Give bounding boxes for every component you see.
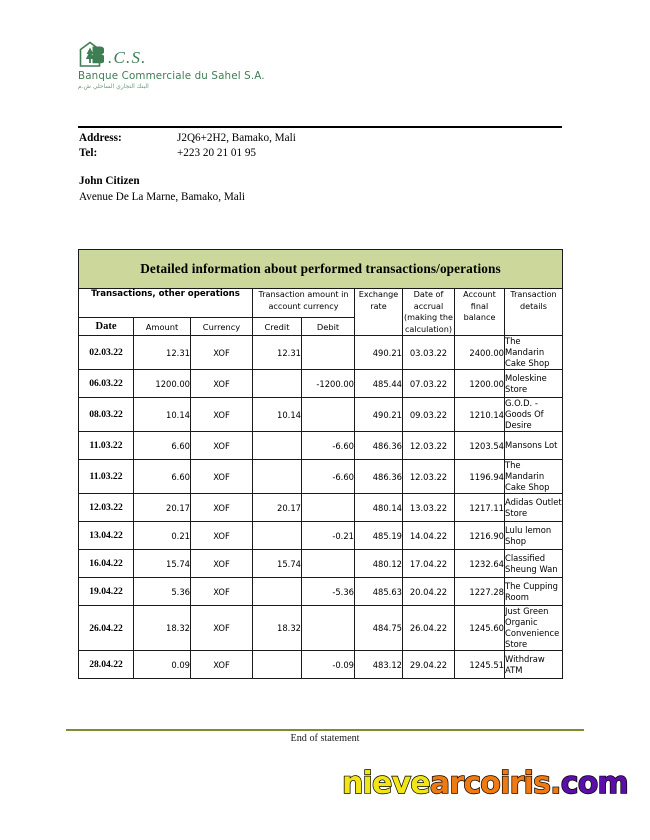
- cell-exchange-rate: 490.21: [355, 398, 403, 432]
- table-row: [79, 651, 563, 679]
- banner-row: [79, 250, 563, 289]
- cell-exchange-rate: 483.12: [355, 651, 403, 679]
- subheader-date: Date: [79, 318, 134, 336]
- cell-date-of-accrual: 12.03.22: [403, 432, 455, 460]
- transactions-table: [78, 249, 563, 679]
- cell-debit: [302, 398, 355, 432]
- cell-amount: 0.21: [134, 522, 191, 550]
- end-of-statement-text: End of statement: [290, 733, 360, 744]
- cell-amount: 12.31: [134, 336, 191, 370]
- cell-exchange-rate: 480.14: [355, 494, 403, 522]
- cell-transaction-details: Lulu lemon Shop: [505, 522, 563, 550]
- cell-date-of-accrual: 26.04.22: [403, 606, 455, 651]
- cell-date-of-accrual: 14.04.22: [403, 522, 455, 550]
- cell-amount: 1200.00: [134, 370, 191, 398]
- cell-debit: [302, 606, 355, 651]
- cell-exchange-rate: 485.63: [355, 578, 403, 606]
- cell-currency: XOF: [191, 651, 253, 679]
- subheader-debit: Debit: [302, 318, 355, 336]
- cell-currency: XOF: [191, 432, 253, 460]
- header-divider: [78, 126, 562, 128]
- table-row: [79, 336, 563, 370]
- cell-amount: 20.17: [134, 494, 191, 522]
- cell-final-balance: 1210.14: [455, 398, 505, 432]
- cell-date: 11.03.22: [79, 432, 134, 460]
- footer-divider: [66, 729, 584, 731]
- customer-block: [79, 174, 499, 205]
- header-transactions-group: Transactions, other operations: [79, 289, 253, 318]
- cell-final-balance: 1203.54: [455, 432, 505, 460]
- bank-contact-block: [79, 131, 499, 161]
- cell-amount: 6.60: [134, 432, 191, 460]
- cell-transaction-details: Mansons Lot: [505, 432, 563, 460]
- header-account-final-balance: Account final balance: [455, 289, 505, 336]
- cell-debit: -0.09: [302, 651, 355, 679]
- bcs-tree-in-b-logo-icon: [78, 41, 104, 68]
- cell-debit: -6.60: [302, 460, 355, 494]
- cell-date: 13.04.22: [79, 522, 134, 550]
- cell-currency: XOF: [191, 522, 253, 550]
- cell-date: 08.03.22: [79, 398, 134, 432]
- cell-date-of-accrual: 13.03.22: [403, 494, 455, 522]
- cell-transaction-details: The Mandarin Cake Shop: [505, 336, 563, 370]
- cell-transaction-details: Just Green Organic Convenience Store: [505, 606, 563, 651]
- table-row: [79, 606, 563, 651]
- cell-transaction-details: Withdraw ATM: [505, 651, 563, 679]
- tel-label: Tel:: [79, 147, 98, 159]
- cell-currency: XOF: [191, 398, 253, 432]
- cell-date-of-accrual: 17.04.22: [403, 550, 455, 578]
- cell-currency: XOF: [191, 336, 253, 370]
- cell-currency: XOF: [191, 370, 253, 398]
- cell-credit: 20.17: [253, 494, 302, 522]
- cell-date-of-accrual: 07.03.22: [403, 370, 455, 398]
- customer-address: Avenue De La Marne, Bamako, Mali: [79, 190, 245, 203]
- cell-final-balance: 1227.28: [455, 578, 505, 606]
- header-date-of-accrual: Date of accrual (making the calculation): [403, 289, 454, 334]
- cell-currency: XOF: [191, 460, 253, 494]
- table-row: [79, 578, 563, 606]
- cell-final-balance: 1245.60: [455, 606, 505, 651]
- cell-date: 12.03.22: [79, 494, 134, 522]
- cell-final-balance: 1216.90: [455, 522, 505, 550]
- cell-date: 28.04.22: [79, 651, 134, 679]
- cell-currency: XOF: [191, 494, 253, 522]
- customer-name: John Citizen: [79, 175, 140, 187]
- table-row: [79, 550, 563, 578]
- cell-final-balance: 1245.51: [455, 651, 505, 679]
- header-exchange-rate: Exchange rate: [355, 289, 403, 336]
- cell-final-balance: 1196.94: [455, 460, 505, 494]
- cell-debit: -6.60: [302, 432, 355, 460]
- watermark-part-3: com: [560, 766, 628, 801]
- statement-table-wrap: [78, 249, 562, 679]
- group-header-row: [79, 289, 563, 318]
- bank-logo-block: [78, 40, 378, 90]
- cell-date-of-accrual: 12.03.22: [403, 460, 455, 494]
- cell-amount: 5.36: [134, 578, 191, 606]
- cell-amount: 18.32: [134, 606, 191, 651]
- cell-amount: 0.09: [134, 651, 191, 679]
- cell-final-balance: 2400.00: [455, 336, 505, 370]
- cell-transaction-details: The Cupping Room: [505, 578, 563, 606]
- tel-line: [79, 146, 499, 161]
- cell-date: 11.03.22: [79, 460, 134, 494]
- transactions-rows: [79, 336, 563, 679]
- cell-debit: [302, 336, 355, 370]
- cell-final-balance: 1232.64: [455, 550, 505, 578]
- cell-credit: 15.74: [253, 550, 302, 578]
- cell-transaction-details: Moleskine Store: [505, 370, 563, 398]
- cell-final-balance: 1217.11: [455, 494, 505, 522]
- table-row: [79, 370, 563, 398]
- cell-date-of-accrual: 20.04.22: [403, 578, 455, 606]
- cell-date: 16.04.22: [79, 550, 134, 578]
- cell-credit: [253, 651, 302, 679]
- watermark-part-1: nieve: [341, 766, 430, 801]
- cell-debit: [302, 494, 355, 522]
- cell-date: 02.03.22: [79, 336, 134, 370]
- cell-date-of-accrual: 09.03.22: [403, 398, 455, 432]
- cell-date-of-accrual: 29.04.22: [403, 651, 455, 679]
- cell-credit: 18.32: [253, 606, 302, 651]
- cell-date-of-accrual: 03.03.22: [403, 336, 455, 370]
- cell-credit: [253, 578, 302, 606]
- cell-transaction-details: G.O.D. - Goods Of Desire: [505, 398, 563, 432]
- cell-transaction-details: Classified Sheung Wan: [505, 550, 563, 578]
- header-amount-account-currency-group: Transaction amount in account currency: [253, 289, 355, 318]
- cell-amount: 15.74: [134, 550, 191, 578]
- cell-credit: 10.14: [253, 398, 302, 432]
- address-line: [79, 131, 499, 146]
- header-transaction-details: Transaction details: [505, 289, 563, 336]
- table-row: [79, 432, 563, 460]
- address-value: J2Q6+2H2, Bamako, Mali: [177, 132, 296, 144]
- cell-exchange-rate: 485.19: [355, 522, 403, 550]
- cell-exchange-rate: 490.21: [355, 336, 403, 370]
- address-label: Address:: [79, 132, 122, 144]
- site-watermark: [0, 764, 650, 804]
- cell-debit: -5.36: [302, 578, 355, 606]
- cell-currency: XOF: [191, 606, 253, 651]
- cell-transaction-details: The Mandarin Cake Shop: [505, 460, 563, 494]
- table-row: [79, 522, 563, 550]
- bank-name-arabic: البنك التجاري الساحلي ش.م: [78, 83, 149, 90]
- subheader-currency: Currency: [191, 318, 253, 336]
- cell-exchange-rate: 480.12: [355, 550, 403, 578]
- tel-value: +223 20 21 01 95: [177, 147, 257, 159]
- cell-final-balance: 1200.00: [455, 370, 505, 398]
- cell-exchange-rate: 484.75: [355, 606, 403, 651]
- cell-currency: XOF: [191, 550, 253, 578]
- cell-credit: [253, 370, 302, 398]
- cell-exchange-rate: 485.44: [355, 370, 403, 398]
- table-row: [79, 460, 563, 494]
- cell-amount: 10.14: [134, 398, 191, 432]
- bank-name: Banque Commerciale du Sahel S.A.: [78, 70, 265, 82]
- subheader-credit: Credit: [253, 318, 302, 336]
- cell-currency: XOF: [191, 578, 253, 606]
- watermark-part-2: arcoiris.: [429, 766, 561, 801]
- cell-debit: -0.21: [302, 522, 355, 550]
- cell-date: 19.04.22: [79, 578, 134, 606]
- cell-debit: -1200.00: [302, 370, 355, 398]
- cell-credit: [253, 460, 302, 494]
- table-row: [79, 494, 563, 522]
- cell-amount: 6.60: [134, 460, 191, 494]
- cell-credit: 12.31: [253, 336, 302, 370]
- logo-letters: .C.S.: [108, 48, 147, 67]
- cell-exchange-rate: 486.36: [355, 432, 403, 460]
- cell-transaction-details: Adidas Outlet Store: [505, 494, 563, 522]
- cell-credit: [253, 432, 302, 460]
- subheader-amount: Amount: [134, 318, 191, 336]
- cell-credit: [253, 522, 302, 550]
- cell-date: 26.04.22: [79, 606, 134, 651]
- cell-date: 06.03.22: [79, 370, 134, 398]
- statement-banner-title: Detailed information about performed transactions/operations: [79, 250, 563, 289]
- cell-exchange-rate: 486.36: [355, 460, 403, 494]
- cell-debit: [302, 550, 355, 578]
- table-row: [79, 398, 563, 432]
